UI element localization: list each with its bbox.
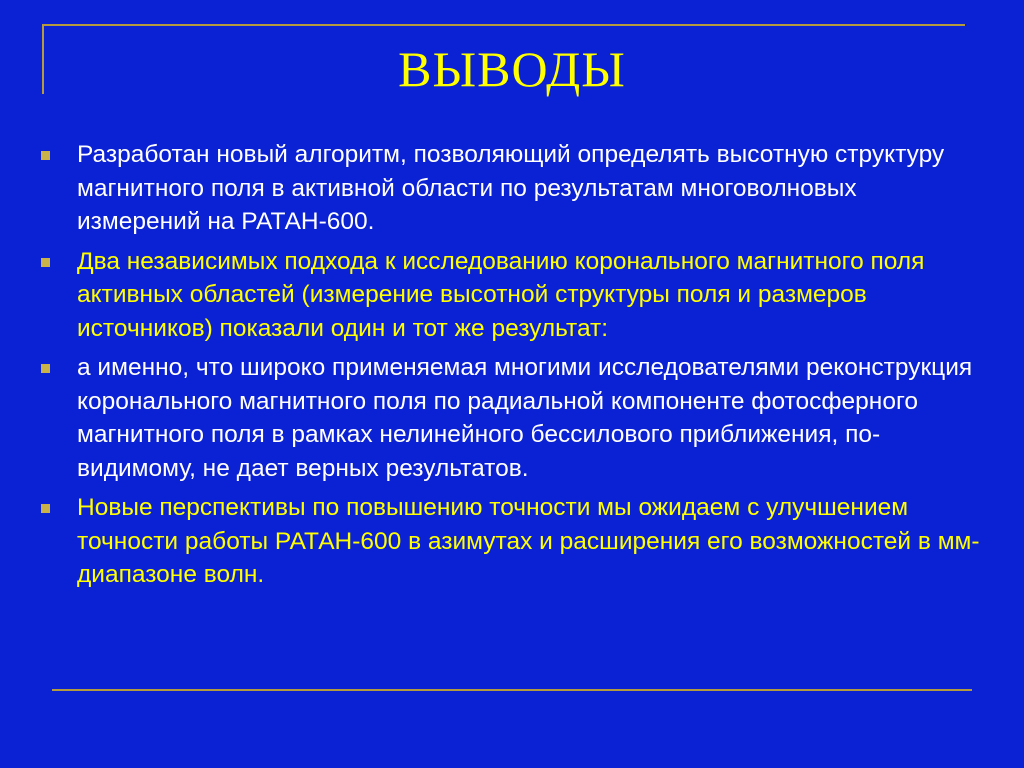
bullet-text: а именно, что широко применяемая многими исследователями реконструкция коронального магнитного поля по радиальной компоненте фотосферного магнитного поля в рамках нелинейного бессилового приближения, по-видимому, не дает верных результатов. [77, 354, 973, 482]
slide-title: ВЫВОДЫ [398, 41, 626, 97]
bullet-item [40, 491, 980, 592]
bullet-text: Новые перспективы по повышению точности мы ожидаем с улучшением точности работы РАТАН-600 в азимутах и расширения его возможностей в мм-диапазоне волн. [77, 494, 980, 588]
bullet-item [40, 138, 980, 239]
bullet-text: Разработан новый алгоритм, позволяющий определять высотную структуру магнитного поля в активной области по результатам многоволновых измерений на РАТАН-600. [77, 141, 945, 235]
bullet-text: Два независимых подхода к исследованию коронального магнитного поля активных областей (измерение высотной структуры поля и размеров источников) показали один и тот же результат: [77, 247, 925, 342]
frame-bottom-line [52, 689, 972, 691]
square-bullet-icon [41, 258, 50, 267]
frame-top-line [43, 24, 965, 26]
bullet-list [40, 138, 980, 598]
bullet-item [40, 351, 980, 485]
bullet-item [40, 245, 980, 346]
square-bullet-icon [41, 504, 50, 513]
square-bullet-icon [41, 151, 50, 160]
square-bullet-icon [41, 364, 50, 373]
